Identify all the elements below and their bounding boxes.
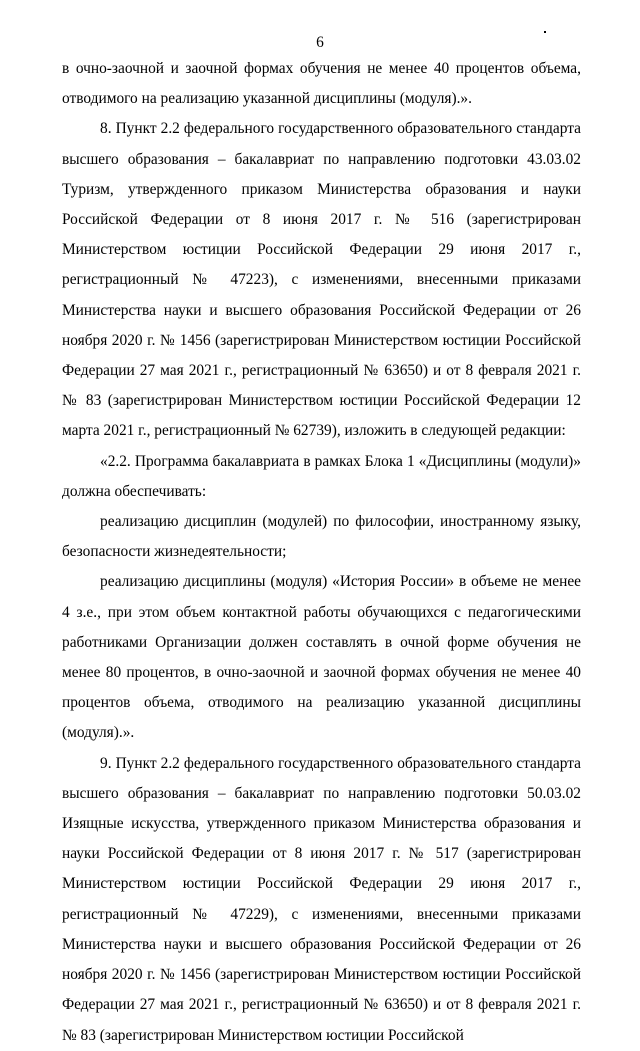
paragraph-quote-history: реализацию дисциплины (модуля) «История России» в объеме не менее 4 з.е., при этом объем контактной работы обучающихся с педагогическими работниками Организации должен составлять в очной форме обучения не менее 80 процентов, в очно-заочной и заочной формах обучения не менее 40 процентов объема, отводимого на реализацию указанной дисциплины (модуля).». <box>62 573 581 742</box>
paragraph-quote-2-2: «2.2. Программа бакалавриата в рамках Блока 1 «Дисциплины (модули)» должна обеспечивать: <box>62 452 581 500</box>
document-body <box>62 54 581 1051</box>
paragraph-item-8: 8. Пункт 2.2 федерального государственного образовательного стандарта высшего образования – бакалавриат по направлению подготовки 43.03.02 Туризм, утвержденного приказом Министерства образования и науки Российской Федерации от 8 июня 2017 г. № 516 (зарегистрирован Министерством юстиции Российской Федерации 29 июня 2017 г., регистрационный № 47223), с изменениями, внесенными приказами Министерства науки и высшего образования Российской Федерации от 26 ноября 2020 г. № 1456 (зарегистрирован Министерством юстиции Российской Федерации 27 мая 2021 г., регистрационный № 63650) и от 8 февраля 2021 г. № 83 (зарегистрирован Министерством юстиции Российской Федерации 12 марта 2021 г., регистрационный № 62739), изложить в следующей редакции: <box>62 120 581 440</box>
scan-speck <box>544 31 546 33</box>
paragraph-quote-disciplines: реализацию дисциплин (модулей) по философии, иностранному языку, безопасности жизнедеятельности; <box>62 513 581 561</box>
paragraph-item-9: 9. Пункт 2.2 федерального государственного образовательного стандарта высшего образования – бакалавриат по направлению подготовки 50.03.02 Изящные искусства, утвержденного приказом Министерства образования и науки Российской Федерации от 8 июня 2017 г. № 517 (зарегистрирован Министерством юстиции Российской Федерации 29 июня 2017 г., регистрационный № 47229), с изменениями, внесенными приказами Министерства науки и высшего образования Российской Федерации от 26 ноября 2020 г. № 1456 (зарегистрирован Министерством юстиции Российской Федерации 27 мая 2021 г., регистрационный № 63650) и от 8 февраля 2021 г. № 83 (зарегистрирован Министерством юстиции Российской <box>62 754 581 1044</box>
paragraph-continuation: в очно-заочной и заочной формах обучения не менее 40 процентов объема, отводимого на реализацию указанной дисциплины (модуля).». <box>62 60 581 108</box>
page-number: 6 <box>316 34 324 51</box>
